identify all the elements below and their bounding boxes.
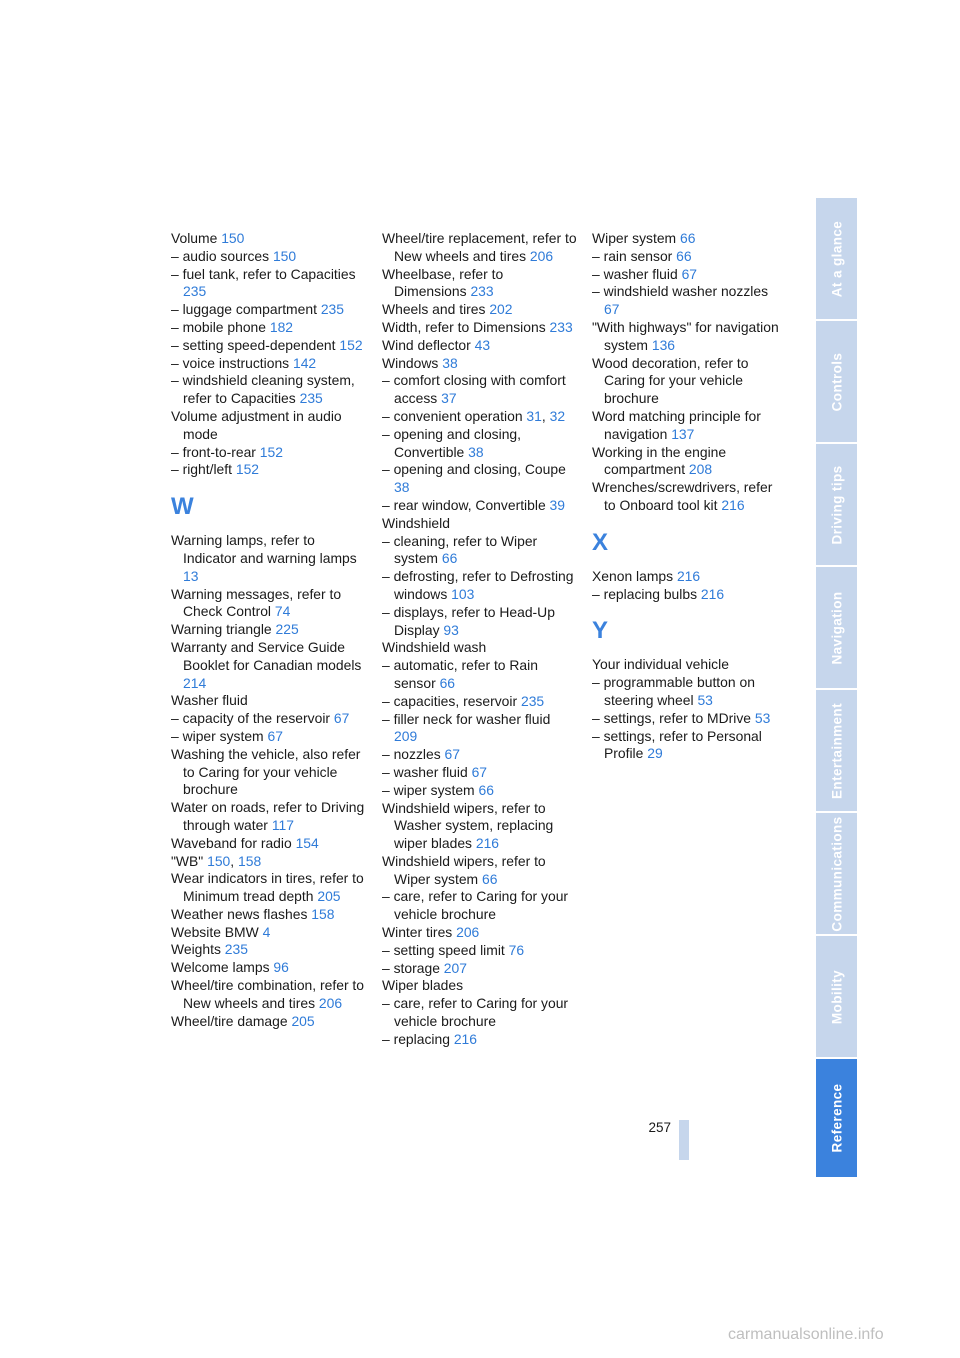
sidebar-tab-label: Mobility — [829, 969, 844, 1024]
index-entry-term: – displays, refer to Head-Up Display — [382, 603, 555, 638]
index-entry-term: Windshield — [382, 514, 450, 531]
watermark: carmanualsonline.info — [728, 1326, 884, 1343]
page-reference-link[interactable]: 206 — [456, 924, 480, 941]
page-reference-link[interactable]: 39 — [549, 496, 565, 513]
index-entry — [382, 693, 577, 711]
index-entry — [382, 746, 577, 764]
page-reference-link[interactable]: 182 — [269, 318, 294, 335]
index-entry — [171, 639, 366, 692]
sidebar-tab-label: Controls — [829, 352, 844, 411]
index-entry-term: – windshield washer nozzles — [592, 283, 769, 300]
index-entry-term: Wiper blades — [382, 977, 464, 994]
index-entry-term: – washer fluid — [382, 763, 468, 780]
section-sidebar — [816, 198, 857, 1179]
index-entry — [382, 230, 577, 266]
index-entry — [171, 461, 366, 479]
page-reference-link[interactable]: 66 — [439, 674, 456, 691]
index-entry — [171, 977, 366, 1013]
index-entry — [171, 1013, 366, 1031]
index-entry — [171, 621, 366, 639]
index-entry — [171, 337, 366, 355]
index-entry — [592, 319, 787, 355]
index-entry-term: – rain sensor — [592, 247, 673, 264]
sidebar-tab-label: At a glance — [829, 220, 844, 297]
page-reference-link[interactable]: 66 — [481, 870, 498, 887]
index-entry — [382, 461, 577, 497]
page-reference-link[interactable]: 202 — [489, 301, 513, 318]
index-entry — [382, 657, 577, 693]
page-reference-link[interactable]: 235 — [520, 692, 545, 709]
index-entry-term: – fuel tank, refer to Capacities — [171, 265, 356, 282]
index-entry — [171, 301, 366, 319]
index-entry — [592, 674, 787, 710]
index-letter-heading: X — [592, 528, 609, 556]
index-entry-term: Wheel/tire replacement, refer to New wheels and tires — [382, 230, 577, 264]
index-entry — [592, 283, 787, 319]
page-reference-link[interactable]: 205 — [291, 1012, 315, 1029]
page-reference-link[interactable]: 66 — [679, 230, 696, 246]
index-entry — [171, 710, 366, 728]
index-entry-term: "With highways" for navigation system — [592, 318, 779, 353]
index-entry-term: Wear indicators in tires, refer to Minimum tread depth — [171, 870, 364, 905]
index-entry-term: – opening and closing, Convertible — [382, 425, 522, 460]
page-reference-link[interactable]: 13 — [183, 567, 199, 584]
index-entry — [382, 942, 577, 960]
index-entry-term: – wiper system — [171, 727, 264, 744]
index-entry — [382, 764, 577, 782]
page-reference-link[interactable]: 235 — [183, 283, 207, 300]
index-entry — [592, 444, 787, 480]
index-entry-term: – filler neck for washer fluid — [382, 710, 551, 727]
page-reference-link[interactable]: 150 — [272, 247, 297, 264]
page-reference-link[interactable]: 235 — [299, 390, 323, 407]
page-reference-link[interactable]: 152 — [339, 336, 363, 353]
index-entry — [382, 515, 577, 533]
index-entry-term: Width, refer to Dimensions — [382, 318, 546, 335]
index-entry — [382, 711, 577, 747]
index-entry-term: – setting speed-dependent — [171, 336, 336, 353]
index-entry — [592, 408, 787, 444]
index-entry — [171, 266, 366, 302]
page-reference-link[interactable]: 53 — [754, 709, 771, 726]
index-entry-term: – capacities, reservoir — [382, 692, 518, 709]
index-entry — [382, 977, 577, 995]
index-entry-term: – comfort closing with comfort access — [382, 372, 566, 407]
page-reference-link[interactable]: 216 — [721, 496, 745, 513]
sidebar-tab-entertainment[interactable] — [816, 690, 857, 811]
index-entry — [171, 941, 366, 959]
index-entry-term: Warning triangle — [171, 621, 272, 638]
page-reference-link[interactable]: 38 — [394, 479, 410, 496]
index-entry-term: – settings, refer to MDrive — [592, 709, 752, 726]
index-letter-heading: W — [171, 493, 194, 521]
page-reference-link[interactable]: 93 — [443, 621, 459, 638]
index-entry-term: Wheel/tire combination, refer to New wheels and tires — [171, 977, 365, 1011]
index-entry — [592, 710, 787, 728]
sidebar-tab-driving-tips[interactable] — [816, 444, 857, 565]
index-entry — [382, 372, 577, 408]
sidebar-tab-label: Navigation — [829, 590, 844, 665]
index-entry — [592, 230, 787, 248]
index-entry — [382, 639, 577, 657]
index-entry — [382, 782, 577, 800]
index-column-3 — [592, 230, 787, 763]
index-entry-term: – mobile phone — [171, 318, 266, 335]
page-reference-link[interactable]: 103 — [451, 585, 475, 602]
index-entry-term: Waveband for radio — [171, 834, 292, 851]
index-entry-term: – front-to-rear — [171, 443, 256, 460]
index-entry-term: – convenient operation — [382, 407, 523, 424]
index-entry — [171, 924, 366, 942]
page-reference-link[interactable]: 216 — [676, 567, 701, 584]
page-reference-link[interactable]: 67 — [681, 265, 698, 282]
index-entry-term: – audio sources — [171, 247, 270, 264]
index-column-1 — [171, 230, 366, 1030]
index-entry-term: Winter tires — [382, 924, 453, 941]
index-column-2 — [382, 230, 577, 1049]
page-reference-link[interactable]: 152 — [259, 443, 283, 460]
index-entry — [171, 248, 366, 266]
index-entry — [382, 266, 577, 302]
index-entry — [592, 656, 787, 674]
index-entry — [171, 959, 366, 977]
index-entry-term: – care, refer to Caring for your vehicle brochure — [382, 995, 569, 1030]
page-reference-link[interactable]: 150 — [207, 852, 231, 869]
index-entry-term: Volume adjustment in audio mode — [171, 407, 342, 442]
index-entry — [171, 230, 366, 248]
index-entry-term: – defrosting, refer to Defrosting windows — [382, 568, 574, 602]
index-entry-term: Windows — [382, 354, 439, 371]
index-entry — [592, 355, 787, 408]
index-entry-term: – right/left — [171, 461, 232, 478]
index-entry-term: Volume — [171, 230, 218, 246]
sidebar-tab-communications[interactable] — [816, 813, 857, 934]
index-entry — [382, 888, 577, 924]
index-entry-term: Wheel/tire damage — [171, 1012, 288, 1029]
index-entry — [592, 266, 787, 284]
index-entry-term: Windshield wipers, refer to Washer system, replacing wiper blades — [382, 799, 554, 852]
page-reference-link[interactable]: 205 — [317, 888, 341, 905]
page-reference-link[interactable]: 136 — [651, 336, 676, 353]
index-entry — [382, 853, 577, 889]
index-entry: "WB" 150, 158 — [171, 852, 262, 869]
index-entry — [382, 301, 577, 319]
index-entry — [382, 995, 577, 1031]
index-entry — [592, 479, 787, 515]
index-entry: – convenient operation 31, 32 — [382, 407, 566, 424]
index-entry — [382, 960, 577, 978]
index-entry — [382, 800, 577, 853]
index-entry — [382, 319, 577, 337]
sidebar-tab-label: Driving tips — [829, 464, 844, 545]
sidebar-tab-navigation[interactable] — [816, 567, 857, 688]
page-reference-link[interactable]: 53 — [697, 691, 713, 708]
page-reference-link[interactable]: 207 — [443, 959, 467, 976]
page-number: 257 — [648, 1120, 671, 1135]
index-entry — [592, 248, 787, 266]
index-entry — [592, 586, 787, 604]
page-reference-link[interactable]: 235 — [224, 941, 248, 958]
sidebar-tab-controls[interactable] — [816, 321, 857, 442]
page-reference-link[interactable]: 43 — [474, 336, 491, 353]
index-entry — [382, 337, 577, 355]
index-entry — [171, 870, 366, 906]
index-entry — [382, 604, 577, 640]
page-reference-link[interactable]: 74 — [274, 603, 291, 620]
index-entry-term: Welcome lamps — [171, 959, 270, 976]
index-entry-term: – setting speed limit — [382, 941, 505, 958]
index-entry — [382, 497, 577, 515]
index-entry-term: – care, refer to Caring for your vehicle brochure — [382, 888, 569, 923]
page-reference-link[interactable]: 4 — [262, 923, 271, 940]
page-reference-link[interactable]: 158 — [311, 905, 335, 922]
page-reference-link[interactable]: 235 — [320, 301, 344, 318]
index-entry — [382, 355, 577, 373]
index-entry-term: – voice instructions — [171, 354, 290, 371]
page-reference-link[interactable]: 38 — [468, 443, 484, 460]
index-entry-term: – wiper system — [382, 781, 475, 798]
index-entry — [382, 924, 577, 942]
index-entry-term: – windshield cleaning system, refer to Capacities — [171, 372, 355, 407]
page-reference-link[interactable]: 96 — [273, 959, 289, 976]
page-reference-link[interactable]: 67 — [604, 301, 620, 318]
index-entry-term: – replacing bulbs — [592, 585, 698, 602]
page-reference-link[interactable]: 38 — [442, 354, 458, 371]
page-reference-link[interactable]: 233 — [470, 283, 494, 300]
index-entry-term: – rear window, Convertible — [382, 496, 546, 513]
index-entry-term: Wheelbase, refer to Dimensions — [382, 265, 504, 300]
page-reference-link[interactable]: 216 — [475, 835, 500, 852]
index-entry-term: Warning messages, refer to Check Control — [171, 585, 342, 620]
index-entry-term: Warning lamps, refer to Indicator and warning lamps — [171, 532, 357, 566]
sidebar-tab-mobility[interactable] — [816, 936, 857, 1057]
index-entry — [171, 408, 366, 444]
page-reference-link[interactable]: 31 — [526, 407, 542, 424]
index-entry-term: – settings, refer to Personal Profile — [592, 727, 762, 762]
index-entry-term: Water on roads, refer to Driving through water — [171, 799, 365, 833]
index-entry-term: – capacity of the reservoir — [171, 710, 331, 727]
index-entry — [171, 444, 366, 462]
page-reference-link[interactable]: 150 — [221, 230, 245, 246]
index-entry-term: Weights — [171, 941, 221, 958]
index-entry — [171, 835, 366, 853]
page-reference-link[interactable]: 216 — [700, 585, 725, 602]
index-entry — [382, 533, 577, 569]
index-entry — [592, 568, 787, 586]
index-entry-term: – luggage compartment — [171, 301, 317, 318]
page-reference-link[interactable]: 37 — [441, 390, 457, 407]
index-entry — [382, 568, 577, 604]
index-entry-term: – cleaning, refer to Wiper system — [382, 532, 538, 567]
page-reference-link[interactable]: 214 — [183, 674, 207, 691]
sidebar-tab-label: Reference — [829, 1083, 844, 1153]
page-reference-link[interactable]: 216 — [453, 1030, 478, 1047]
index-entry-term: – opening and closing, Coupe — [382, 461, 566, 478]
page-reference-link[interactable]: 117 — [271, 816, 294, 833]
index-entry-term: Warranty and Service Guide Booklet for Canadian models — [171, 638, 362, 673]
index-entry-term: Wind deflector — [382, 336, 471, 353]
index-entry-term: Wheels and tires — [382, 301, 486, 318]
index-entry-term: – automatic, refer to Rain sensor — [382, 657, 538, 691]
page-reference-link[interactable]: 66 — [676, 247, 692, 264]
index-entry — [171, 728, 366, 746]
index-entry-term: Windshield wash — [382, 639, 487, 656]
sidebar-tab-at-a-glance[interactable] — [816, 198, 857, 319]
index-entry-term: Weather news flashes — [171, 905, 308, 922]
index-entry-term: Wiper system — [592, 230, 677, 246]
index-entry-term: Your individual vehicle — [592, 656, 729, 673]
index-entry — [171, 692, 366, 710]
page-reference-link[interactable]: 206 — [529, 247, 554, 264]
page-reference-link[interactable]: 66 — [441, 550, 458, 567]
page-reference-link[interactable]: 206 — [318, 994, 343, 1011]
index-entry-term: Word matching principle for navigation — [592, 407, 761, 442]
index-entry-term: – washer fluid — [592, 265, 678, 282]
index-entry-term: – nozzles — [382, 746, 441, 763]
index-entry — [592, 728, 787, 764]
index-entry-term: "WB" — [171, 852, 204, 869]
page-reference-link[interactable]: 208 — [688, 461, 713, 478]
page-reference-link[interactable]: 209 — [394, 728, 418, 745]
index-entry-term: Windshield wipers, refer to Wiper system — [382, 852, 546, 887]
page-reference-link[interactable]: 154 — [295, 834, 319, 851]
index-entry-term: – programmable button on steering wheel — [592, 674, 755, 708]
index-entry-term: Washer fluid — [171, 692, 248, 709]
index-entry-term: Washing the vehicle, also refer to Caring for your vehicle brochure — [171, 745, 361, 798]
page-reference-link[interactable]: 158 — [238, 852, 262, 869]
index-entry-term: Wood decoration, refer to Caring for your vehicle brochure — [592, 354, 749, 407]
index-entry — [171, 532, 366, 585]
page-reference-link[interactable]: 67 — [267, 727, 283, 744]
index-entry — [171, 799, 366, 835]
page-reference-link[interactable]: 66 — [478, 781, 494, 798]
index-entry — [382, 1031, 577, 1049]
page-reference-link[interactable]: 142 — [292, 354, 317, 371]
page-reference-link[interactable]: 152 — [235, 461, 260, 478]
index-entry — [171, 372, 366, 408]
page-reference-link[interactable]: 67 — [444, 746, 460, 763]
index-entry-term: Xenon lamps — [592, 567, 674, 584]
index-entry-term: Working in the engine compartment — [592, 443, 727, 478]
page-reference-link[interactable]: 67 — [471, 763, 488, 780]
page-reference-link[interactable]: 225 — [275, 621, 299, 638]
page-number-bar — [679, 1120, 689, 1160]
page-reference-link[interactable]: 233 — [549, 318, 573, 335]
sidebar-tab-label: Entertainment — [829, 702, 844, 799]
index-entry-term: Website BMW — [171, 923, 259, 940]
page-reference-link[interactable]: 76 — [508, 941, 525, 958]
index-letter-heading: Y — [592, 617, 609, 645]
index-entry-term: Wrenches/screwdrivers, refer to Onboard tool kit — [592, 479, 773, 513]
sidebar-tab-label: Communications — [829, 815, 844, 932]
page-reference-link[interactable]: 137 — [671, 425, 695, 442]
index-entry — [171, 319, 366, 337]
page-reference-link[interactable]: 32 — [549, 407, 566, 424]
index-entry-term: – storage — [382, 959, 440, 976]
index-entry — [171, 355, 366, 373]
sidebar-tab-reference[interactable] — [816, 1059, 857, 1177]
index-entry — [171, 906, 366, 924]
index-entry — [382, 426, 577, 462]
page-reference-link[interactable]: 67 — [333, 710, 350, 727]
page-reference-link[interactable]: 29 — [647, 745, 663, 762]
index-entry-term: – replacing — [382, 1030, 450, 1047]
index-entry — [171, 746, 366, 799]
index-entry — [171, 586, 366, 622]
